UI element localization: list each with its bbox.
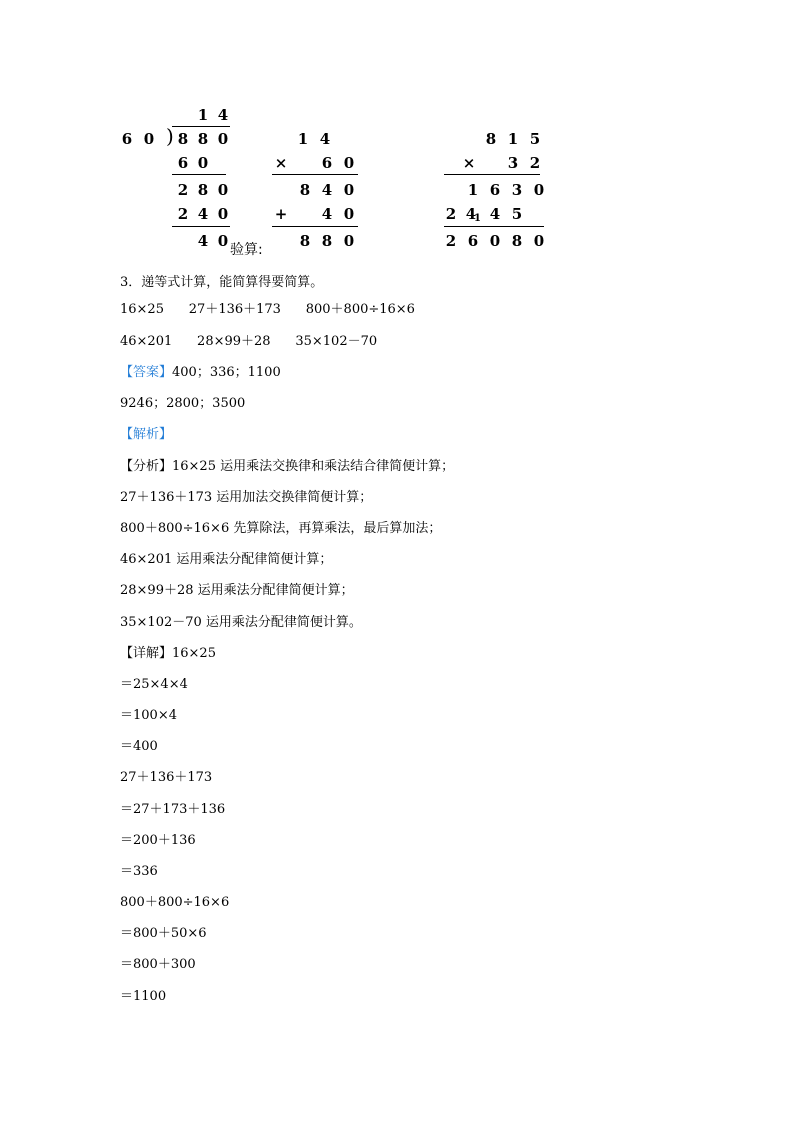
mult-line (444, 174, 540, 175)
digit: 1 (467, 181, 479, 199)
text-line (120, 989, 166, 1005)
digit: 5 (529, 130, 541, 148)
section-label: 【解析】 (120, 427, 173, 442)
text-line (120, 490, 372, 506)
step-digit: 2 (177, 181, 189, 199)
text-line (120, 334, 377, 350)
digit: 1 (297, 130, 309, 148)
remainder-digit: 4 (197, 232, 209, 250)
line-text: ＝100×4 (120, 708, 177, 723)
section-label: 【答案】 (120, 365, 173, 380)
step-digit: 6 (177, 154, 189, 172)
line-text: 800＋800÷16×6 先算除法，再算乘法，最后算加法； (120, 521, 442, 536)
line-text: 16×25 27＋136＋173 800＋800÷16×6 (120, 302, 415, 317)
line-text: ＝27＋173＋136 (120, 802, 226, 817)
digit: 8 (511, 232, 523, 250)
digit: 1 (507, 130, 519, 148)
digit: 4 (321, 205, 333, 223)
text-line (120, 708, 177, 724)
line-text: ＝800＋50×6 (120, 926, 207, 941)
digit: 0 (533, 181, 545, 199)
digit: 8 (485, 130, 497, 148)
dividend-digit: 8 (177, 130, 189, 148)
text-line (120, 770, 212, 786)
remainder-digit: 0 (217, 232, 229, 250)
digit: 2 (445, 205, 457, 223)
digit: 2 (529, 154, 541, 172)
digit: 0 (343, 232, 355, 250)
line-text: ＝25×4×4 (120, 677, 188, 692)
mult-line (444, 226, 544, 227)
check-label: 验算: (230, 242, 263, 258)
digit: 0 (489, 232, 501, 250)
division-bracket: ) (166, 124, 174, 148)
digit: 8 (321, 232, 333, 250)
digit: 2 (445, 232, 457, 250)
text-line (120, 552, 332, 568)
quotient-digit: 4 (217, 106, 229, 124)
text-line (120, 427, 172, 443)
division-top-line (172, 126, 230, 127)
text-line (120, 583, 354, 599)
digit: 6 (489, 181, 501, 199)
text-line (120, 396, 245, 412)
digit: 3 (507, 154, 519, 172)
digit: 4 (465, 205, 477, 223)
digit: 4 (489, 205, 501, 223)
step-digit: 4 (197, 205, 209, 223)
digit: 8 (299, 232, 311, 250)
text-line (120, 365, 281, 381)
check-line (272, 174, 358, 175)
division-step-line (172, 226, 230, 227)
text-line (120, 521, 441, 537)
digit: 4 (321, 181, 333, 199)
line-text: ＝336 (120, 864, 158, 879)
text-line (120, 275, 323, 291)
digit: 0 (343, 205, 355, 223)
line-text: 27＋136＋173 (120, 770, 213, 785)
digit: 0 (533, 232, 545, 250)
text-line (120, 957, 196, 973)
digit: 0 (343, 181, 355, 199)
step-digit: 8 (197, 181, 209, 199)
divisor-digit: 6 (121, 130, 133, 148)
dividend-digit: 8 (197, 130, 209, 148)
carry-digit: 1 (474, 213, 481, 224)
line-text: 800＋800÷16×6 (120, 895, 230, 910)
line-text: 28×99＋28 运用乘法分配律简便计算； (120, 583, 354, 598)
step-digit: 0 (197, 154, 209, 172)
digit: 0 (343, 154, 355, 172)
line-text: 35×102－70 运用乘法分配律简便计算。 (120, 615, 362, 630)
digit: 8 (299, 181, 311, 199)
line-text: 46×201 运用乘法分配律简便计算； (120, 552, 333, 567)
step-digit: 0 (217, 181, 229, 199)
dividend-digit: 0 (217, 130, 229, 148)
text-line (120, 646, 216, 662)
operator-times: × (274, 154, 288, 172)
operator-plus: + (274, 205, 288, 223)
digit: 3 (511, 181, 523, 199)
line-text: ＝200＋136 (120, 833, 196, 848)
line-text: 3．递等式计算，能简算得要简算。 (120, 275, 324, 290)
text-line (120, 864, 158, 880)
text-line (120, 926, 207, 942)
text-line (120, 833, 196, 849)
text-line (120, 895, 229, 911)
divisor-digit: 0 (143, 130, 155, 148)
line-text: ＝1100 (120, 989, 167, 1004)
digit: 5 (511, 205, 523, 223)
quotient-digit: 1 (197, 106, 209, 124)
digit: 6 (321, 154, 333, 172)
digit: 4 (319, 130, 331, 148)
text-line (120, 677, 188, 693)
text-line (120, 615, 362, 631)
line-text: 400；336；1100 (172, 365, 281, 380)
text-line (120, 739, 158, 755)
line-text: 9246；2800；3500 (120, 396, 246, 411)
line-text: 27＋136＋173 运用加法交换律简便计算； (120, 490, 373, 505)
operator-times: × (462, 154, 476, 172)
step-digit: 0 (217, 205, 229, 223)
text-line (120, 302, 415, 318)
text-line (120, 459, 454, 475)
line-text: ＝400 (120, 739, 158, 754)
line-text: ＝800＋300 (120, 957, 196, 972)
line-text: 【详解】16×25 (120, 646, 216, 661)
line-text: 46×201 28×99＋28 35×102－70 (120, 334, 378, 349)
step-digit: 2 (177, 205, 189, 223)
digit: 6 (467, 232, 479, 250)
line-text: 【分析】16×25 运用乘法交换律和乘法结合律简便计算； (120, 459, 455, 474)
check-line (272, 226, 358, 227)
text-line (120, 802, 225, 818)
division-step-line (172, 174, 226, 175)
